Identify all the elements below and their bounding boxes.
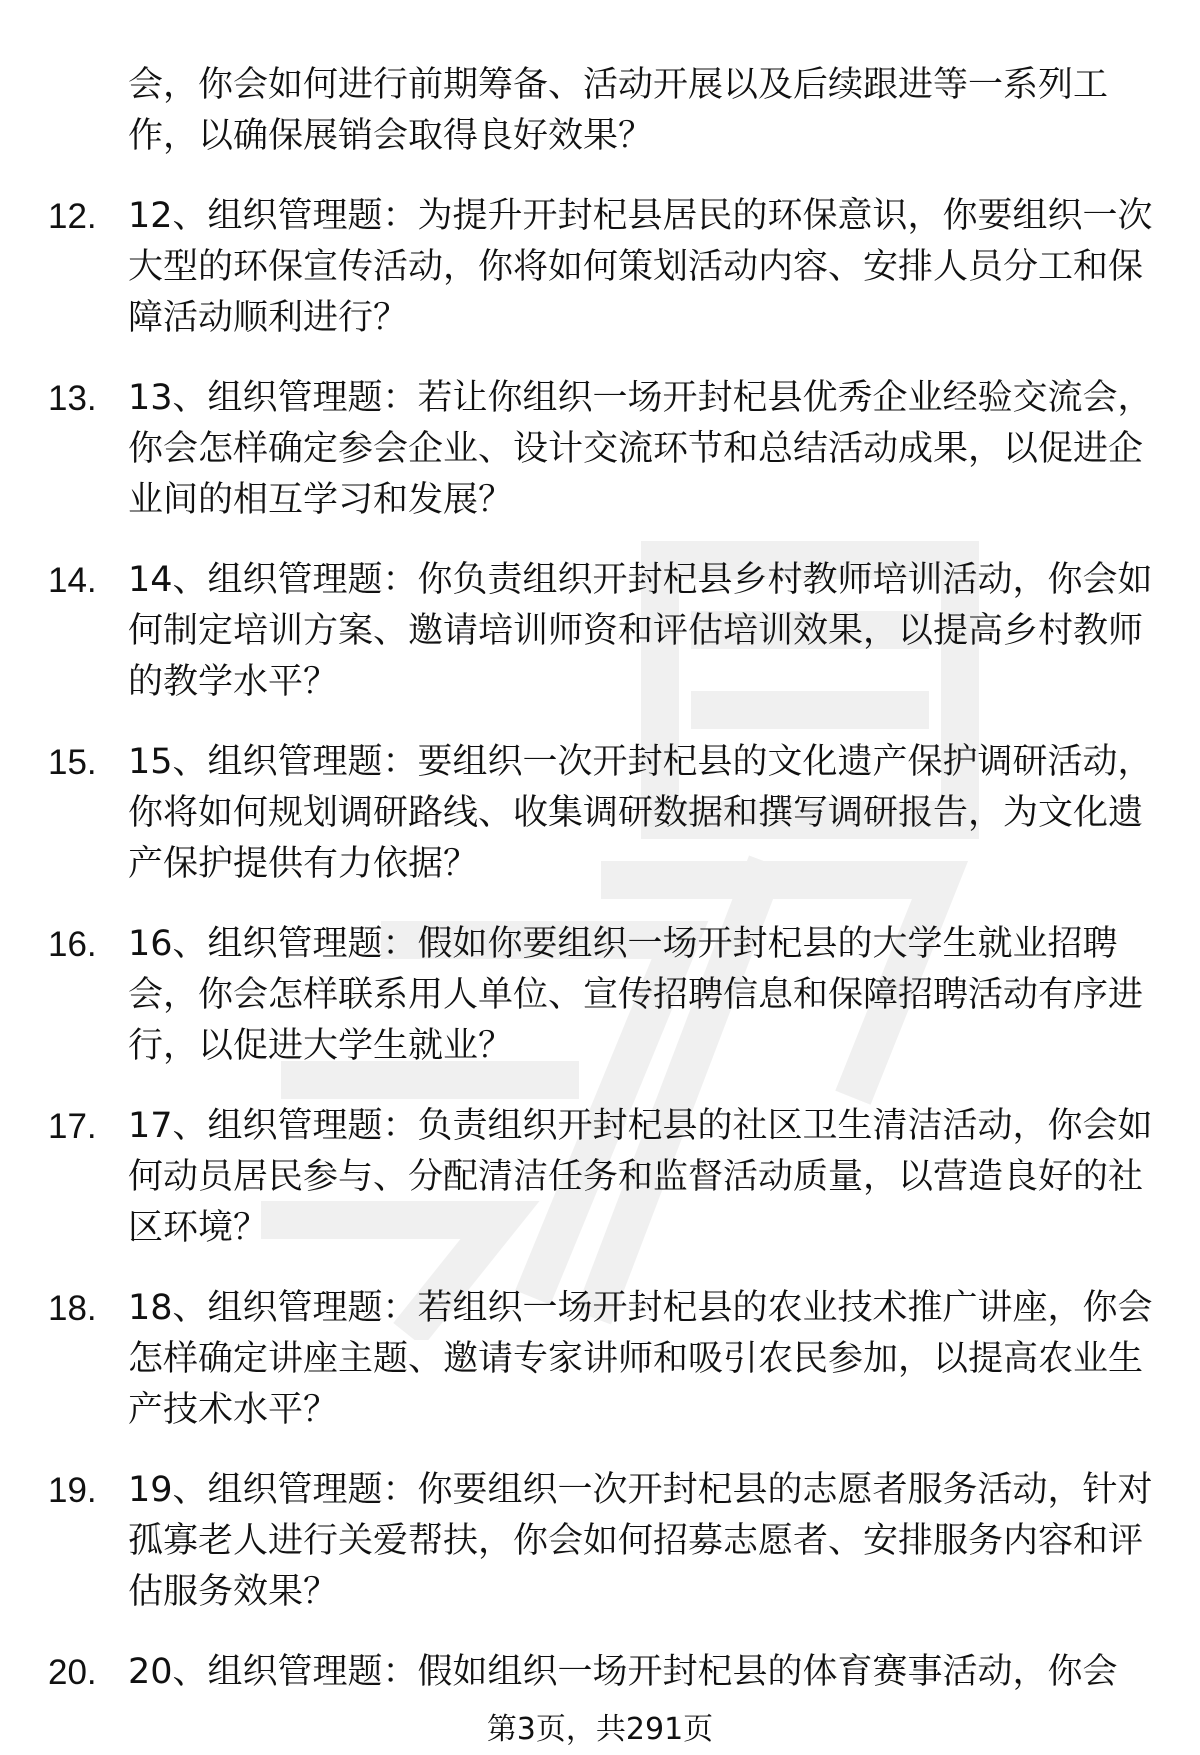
item-text: 19、组织管理题：你要组织一次开封杞县的志愿者服务活动，针对孤寡老人进行关爱帮扶，你会如何招募志愿者、安排服务内容和评估服务效果？ (128, 1470, 1153, 1612)
item-number: 16. (48, 925, 97, 964)
item-number: 18. (48, 1289, 97, 1328)
item-text: 16、组织管理题：假如你要组织一场开封杞县的大学生就业招聘会，你会怎样联系用人单位、宣传招聘信息和保障招聘活动有序进行，以促进大学生就业？ (128, 924, 1144, 1066)
question-list (48, 191, 1158, 1698)
item-number: 15. (48, 743, 97, 782)
question-content (48, 60, 1158, 1698)
list-item (48, 373, 1158, 526)
list-item (48, 737, 1158, 890)
item-text: 20、组织管理题：假如组织一场开封杞县的体育赛事活动，你会 (128, 1652, 1118, 1692)
item-text: 17、组织管理题：负责组织开封杞县的社区卫生清洁活动，你会如何动员居民参与、分配清洁任务和监督活动质量，以营造良好的社区环境？ (128, 1106, 1153, 1248)
list-item (48, 555, 1158, 708)
page-footer: 第3页，共291页 (486, 1712, 714, 1747)
item-text: 14、组织管理题：你负责组织开封杞县乡村教师培训活动，你会如何制定培训方案、邀请培训师资和评估培训效果，以提高乡村教师的教学水平？ (128, 560, 1153, 702)
list-item (48, 919, 1158, 1072)
item-text: 13、组织管理题：若让你组织一场开封杞县优秀企业经验交流会，你会怎样确定参会企业、设计交流环节和总结活动成果，以促进企业间的相互学习和发展？ (128, 378, 1153, 520)
item-text: 15、组织管理题：要组织一次开封杞县的文化遗产保护调研活动，你将如何规划调研路线、收集调研数据和撰写调研报告，为文化遗产保护提供有力依据？ (128, 742, 1153, 884)
continuation-paragraph: 会，你会如何进行前期筹备、活动开展以及后续跟进等一系列工作，以确保展销会取得良好效果？ (128, 65, 1109, 156)
list-item (48, 1101, 1158, 1254)
item-number: 19. (48, 1471, 97, 1510)
list-item (48, 191, 1158, 344)
item-text: 18、组织管理题：若组织一场开封杞县的农业技术推广讲座，你会怎样确定讲座主题、邀请专家讲师和吸引农民参加，以提高农业生产技术水平？ (128, 1288, 1153, 1430)
list-item (48, 1283, 1158, 1436)
item-number: 17. (48, 1107, 97, 1146)
item-number: 12. (48, 197, 97, 236)
list-item (48, 1465, 1158, 1618)
list-item (48, 1647, 1158, 1698)
item-text: 12、组织管理题：为提升开封杞县居民的环保意识，你要组织一次大型的环保宣传活动，你将如何策划活动内容、安排人员分工和保障活动顺利进行？ (128, 196, 1153, 338)
item-number: 20. (48, 1653, 97, 1692)
item-number: 13. (48, 379, 97, 418)
item-number: 14. (48, 561, 97, 600)
